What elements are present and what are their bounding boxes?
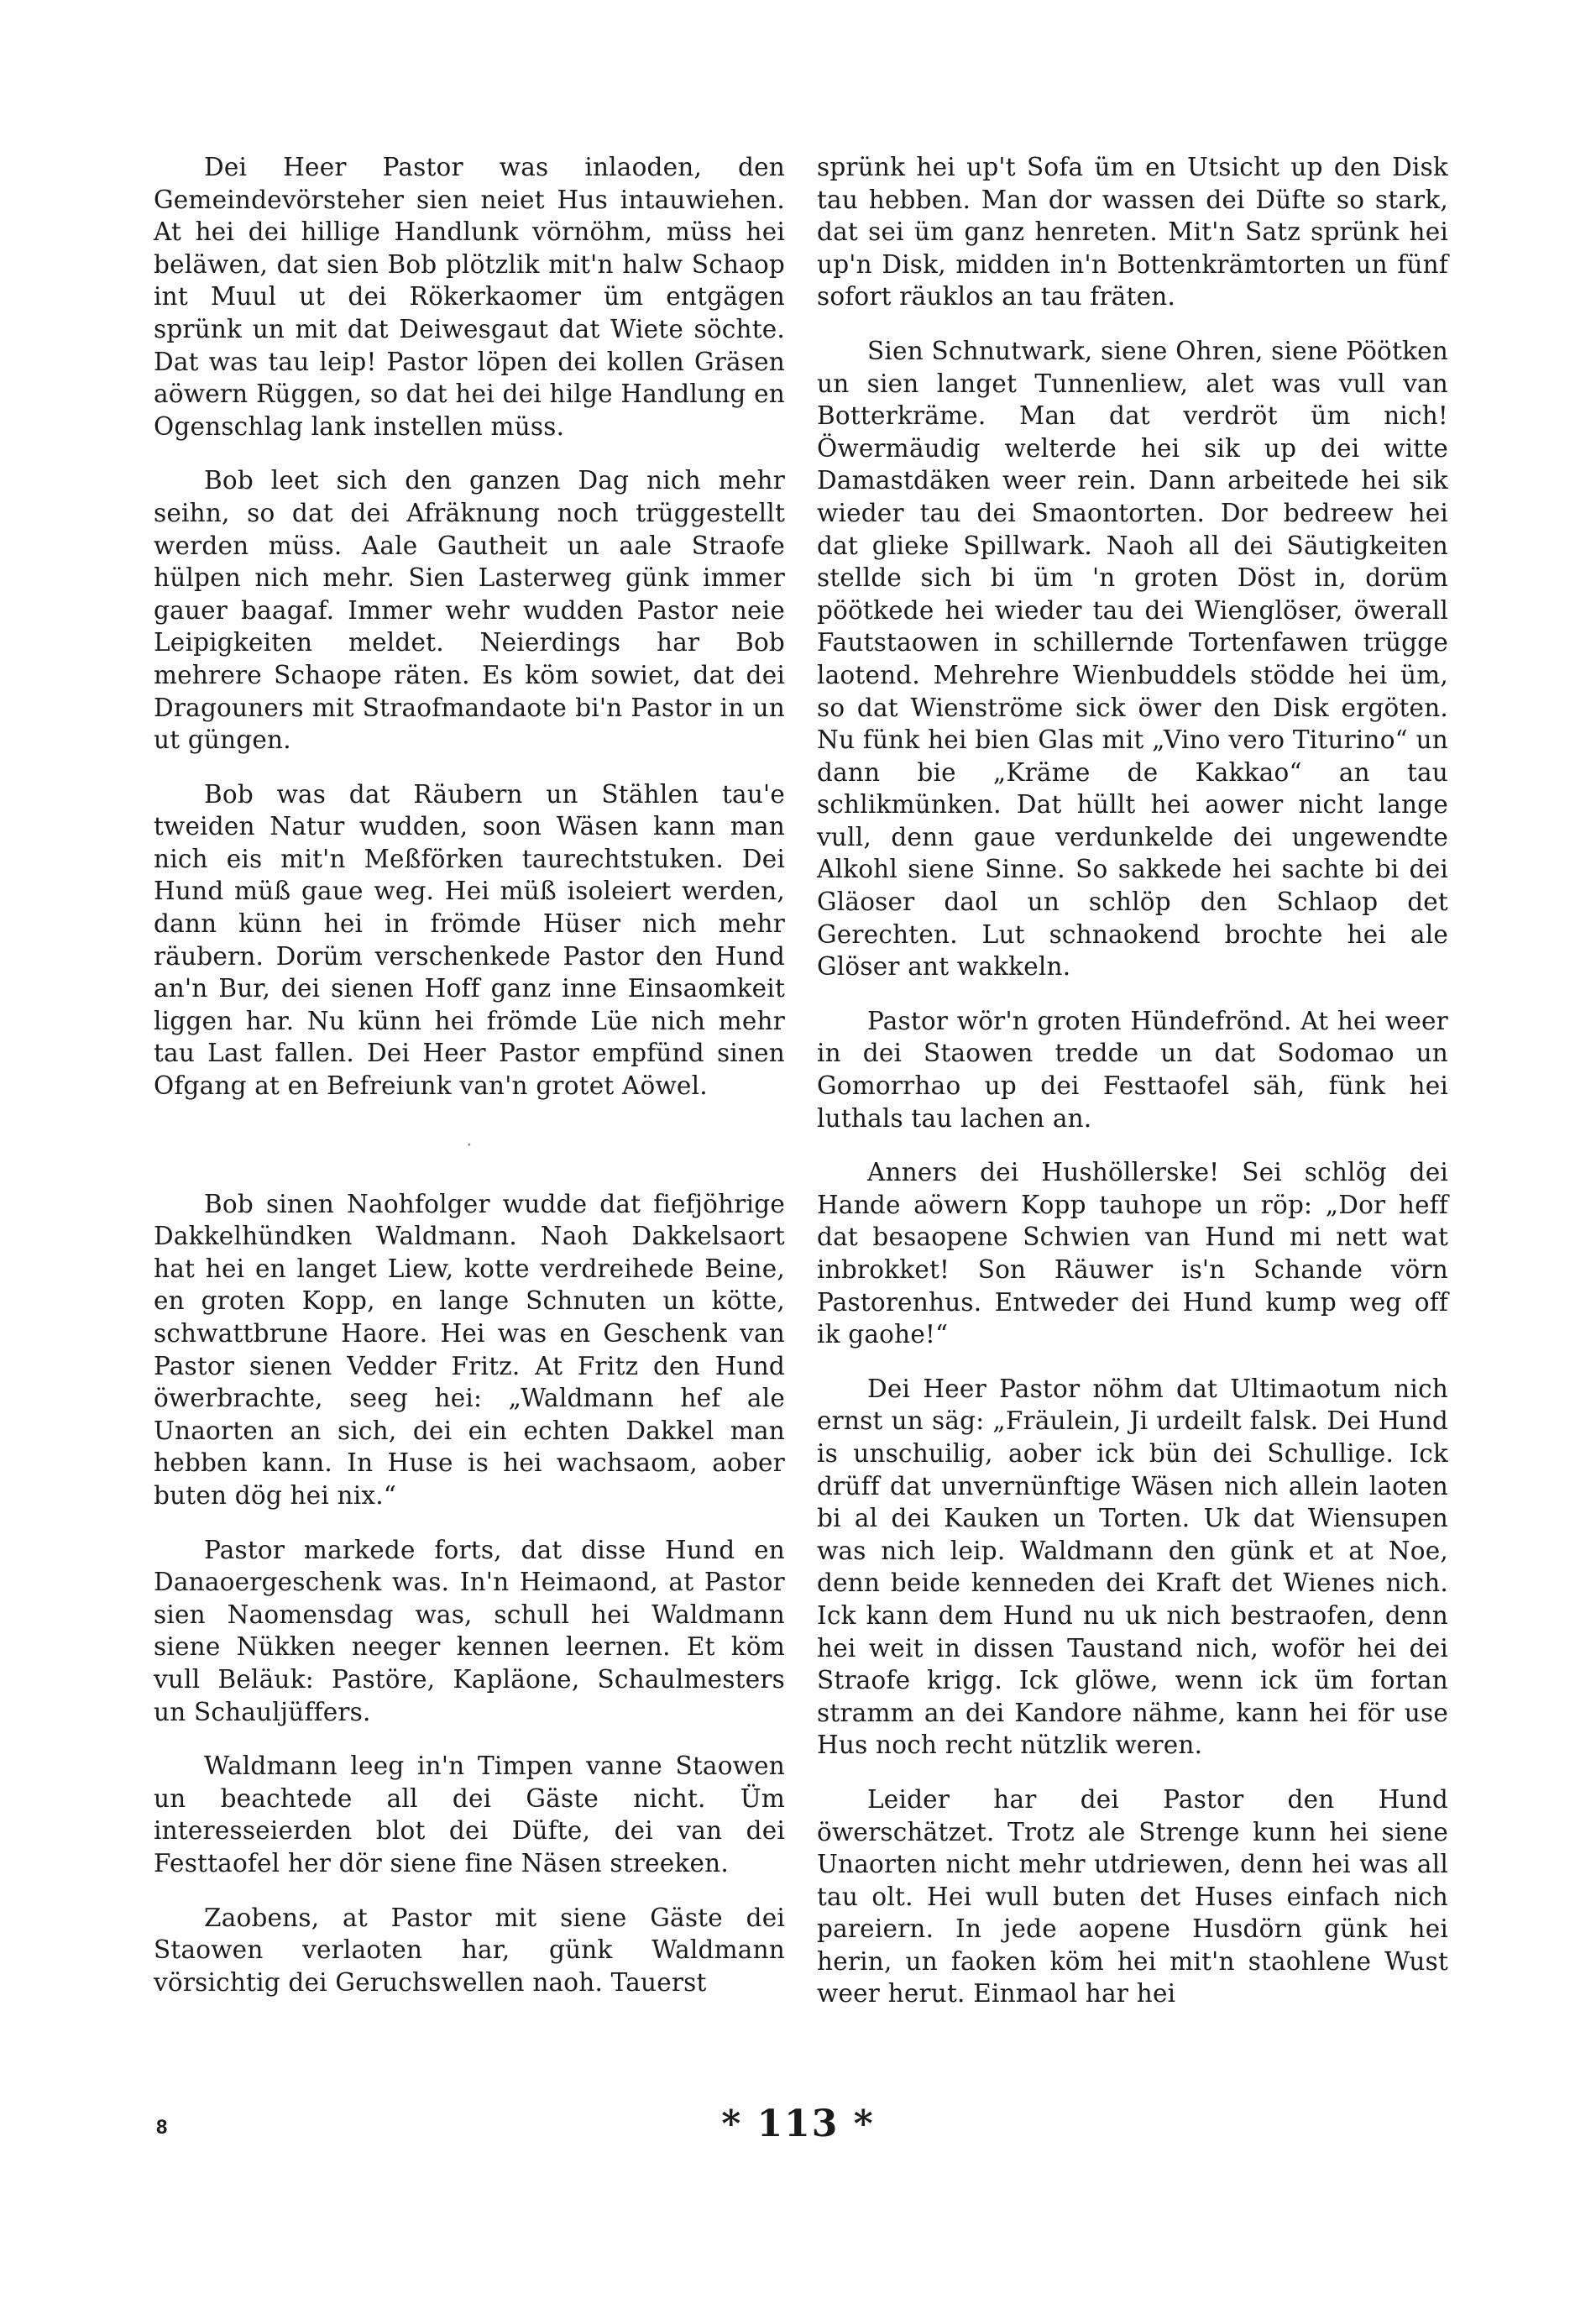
footer-sheet-number: 8 — [156, 2116, 168, 2139]
page-number: * 113 * — [721, 2103, 875, 2145]
paragraph: Waldmann leeg in'n Timpen vanne Staowen un beachtede all dei Gäste nicht. Üm interesseierden blot dei Düfte, dei van dei Festtaofel her dör siene fine Näsen streeken. — [154, 1752, 785, 1877]
paragraph: Zaobens, at Pastor mit siene Gäste dei Staowen verlaoten har, günk Waldmann vörsichtig dei Geruchswellen naoh. Tauerst — [154, 1903, 785, 1997]
paragraph: sprünk hei up't Sofa üm en Utsicht up den Disk tau hebben. Man dor wassen dei Düfte so stark, dat sei üm ganz henreten. Mit'n Satz sprünk hei up'n Disk, midden in'n Bottenkrämtorten un fünf sofort räuklos an tau fräten. — [817, 153, 1448, 312]
left-text-column — [154, 151, 785, 2020]
paragraph: Anners dei Hushöllerske! Sei schlög dei Hande aöwern Kopp tauhope un röp: „Dor heff dat besaopene Schwien van Hund mi nett wat inbrokket! Son Räuwer is'n Schande vörn Pastorenhus. Entweder dei Hund kump weg off ik gaohe!“ — [817, 1158, 1448, 1349]
paragraph: Bob leet sich den ganzen Dag nich mehr seihn, so dat dei Afräknung noch trüggestellt werden müss. Aale Gautheit un aale Straofe hülpen nich mehr. Sien Lasterweg günk immer gauer baagaf. Immer wehr wudden Pastor neie Leipigkeiten meldet. Neierdings har Bob mehrere Schaope räten. Es köm sowiet, dat dei Dragouners mit Straofmandaote bi'n Pastor in un ut güngen. — [154, 466, 785, 755]
paragraph: Sien Schnutwark, siene Ohren, siene Pöötken un sien langet Tunnenliew, alet was vull van Botterkräme. Man dat verdröt üm nich! Öwermäudig welterde hei sik up dei witte Damastdäken weer rein. Dann arbeitede hei sik wieder tau dei Smaontorten. Dor bedreew hei dat glieke Spillwark. Naoh all dei Säutigkeiten stellde sich bi üm 'n groten Döst in, dorüm pöötkede hei wieder tau dei Wienglöser, öwerall Fautstaowen in schillernde Tortenfawen trügge laotend. Mehrehre Wienbuddels stödde hei üm, so dat Wienströme sick öwer den Disk ergöten. Nu fünk hei bien Glas mit „Vino vero Titurino“ un dann bie „Kräme de Kakkao“ an tau schlikmünken. Dat hüllt hei aower nicht lange vull, denn gaue verdunkelde dei ungewendte Alkohl siene Sinne. So sakkede hei sachte bi dei Gläoser daol un schlöp den Schlaop det Gerechten. Lut schnaokend brochte hei ale Glöser ant wakkeln. — [817, 336, 1448, 982]
paragraph: Leider har dei Pastor den Hund öwerschätzet. Trotz ale Strenge kunn hei siene Unaorten nicht mehr utdriewen, denn hei was all tau olt. Hei wull buten det Huses einfach nich pareiern. In jede aopene Husdörn günk hei herin, un faoken köm hei mit'n staohlene Wust weer herut. Einmaol har hei — [817, 1784, 1448, 2008]
paragraph: Bob sinen Naohfolger wudde dat fiefjöhrige Dakkelhündken Waldmann. Naoh Dakkelsaort hat hei en langet Liew, kotte verdreihede Beine, en groten Kopp, en lange Schnuten un kötte, schwattbrune Haore. Hei was en Geschenk van Pastor sienen Vedder Fritz. At Fritz den Hund öwerbrachte, seeg hei: „Waldmann hef ale Unaorten an sich, dei ein echten Dakkel man hebben kann. In Huse is hei wachsaom, aober buten dög hei nix.“ — [154, 1189, 785, 1510]
right-text-column — [817, 151, 1448, 2032]
paragraph: Dei Heer Pastor nöhm dat Ultimaotum nich ernst un säg: „Fräulein, Ji urdeilt falsk. Dei Hund is unschuilig, aober ick bün dei Schullige. Ick drüff dat unvernünftige Wäsen nich allein laoten bi al dei Kauken un Torten. Uk dat Wiensupen was nich leip. Waldmann den günk et at Noe, denn beide kenneden dei Kraft det Wienes nich. Ick kann dem Hund nu uk nich bestraofen, denn hei weit in dissen Taustand nich, woför hei dei Straofe krigg. Ick glöwe, wenn ick üm fortan stramm an dei Kandore nähme, kann hei för use Hus noch recht nützlik weren. — [817, 1374, 1448, 1760]
section-separator: · — [466, 1134, 473, 1156]
paragraph: Bob was dat Räubern un Stählen tau'e tweiden Natur wudden, soon Wäsen kann man nich eis mit'n Meßförken taurechtstuken. Dei Hund müß gaue weg. Hei müß isoleiert werden, dann künn hei in frömde Hüser nich mehr räubern. Dorüm verschenkede Pastor den Hund an'n Bur, dei sienen Hoff ganz inne Einsaomkeit liggen har. Nu künn hei frömde Lüe nich mehr tau Last fallen. Dei Heer Pastor empfünd sinen Ofgang at en Befreiunk van'n grotet Aöwel. — [154, 779, 785, 1101]
paragraph: Dei Heer Pastor was inlaoden, den Gemeindevörsteher sien neiet Hus intauwiehen. At hei dei hillige Handlunk vörnöhm, müss hei beläwen, dat sien Bob plötzlik mit'n halw Schaop int Muul ut dei Rökerkaomer üm entgägen sprünk un mit dat Deiwesgaut dat Wiete söchte. Dat was tau leip! Pastor löpen dei kollen Gräsen aöwern Rüggen, so dat hei dei hilge Handlung en Ogenschlag lank instellen müss. — [154, 153, 785, 441]
paragraph: Pastor wör'n groten Hündefrönd. At hei weer in dei Staowen tredde un dat Sodomao un Gomorrhao up dei Festtaofel säh, fünk hei luthals tau lachen an. — [817, 1006, 1448, 1133]
paragraph: Pastor markede forts, dat disse Hund en Danaoergeschenk was. In'n Heimaond, at Pastor sien Naomensdag was, schull hei Waldmann siene Nükken neeger kennen leernen. Et köm vull Beläuk: Pastöre, Kapläone, Schaulmesters un Schauljüffers. — [154, 1535, 785, 1726]
